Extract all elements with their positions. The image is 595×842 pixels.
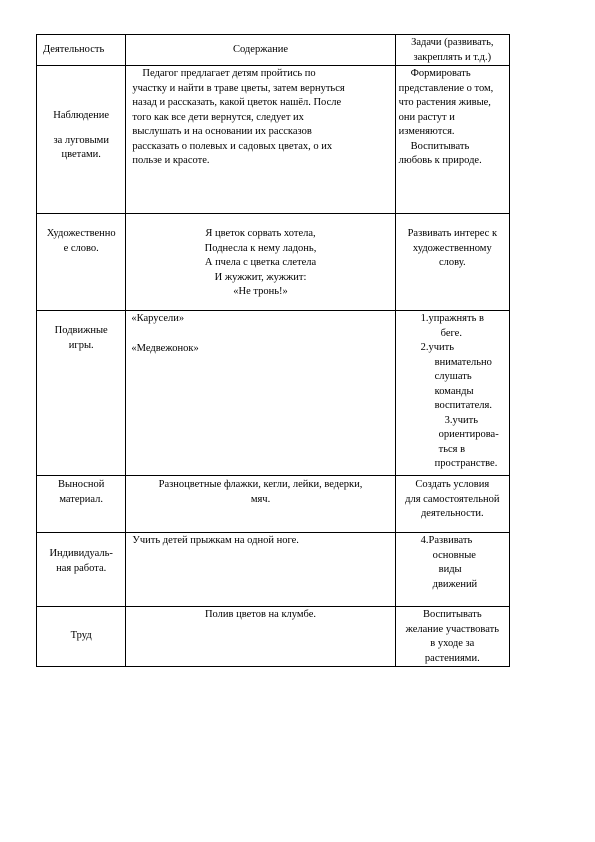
header-tasks: Задачи (развивать, закреплять и т.д.) [395, 35, 509, 66]
table-header-row [37, 35, 510, 66]
game-carousel: «Карусели» [131, 313, 185, 324]
tasks-cell: Воспитывать желание участвовать в уходе за растениями. [395, 607, 509, 667]
materials-cell: Разноцветные флажки, кегли, лейки, ведерки, мяч. [126, 476, 395, 533]
table-row-individual-work [37, 533, 510, 607]
table-row-outdoor-games [37, 311, 510, 476]
table-row-labor [37, 607, 510, 667]
tasks-cell: 1.упражнять в беге. 2.учить внимательно слушать команды воспитателя. 3.учить ориентирова- ться в пространстве. [395, 311, 509, 476]
header-content: Содержание [126, 35, 395, 66]
tasks-cell: 4.Развивать основные виды движений [395, 533, 509, 607]
game-bear-cub: «Медвежонок» [131, 342, 199, 354]
tasks-cell: Развивать интерес к художественному слову. [395, 214, 509, 311]
content-cell: Педагог предлагает детям пройтись по участку и найти в траве цветы, затем вернуться назад и рассказать, какой цветок нашёл. После того как все дети вернутся, следует их выслушать и на основании их рассказов рассказать о полевых и садовых цветах, о их пользе и красоте. [126, 66, 395, 214]
individual-task-cell: Учить детей прыжкам на одной ноге. [126, 533, 395, 607]
activity-cell: Художественно е слово. [37, 214, 126, 311]
activity-cell: Подвижные игры. [37, 311, 126, 476]
table-row-artistic-word [37, 214, 510, 311]
labor-cell: Полив цветов на клумбе. [126, 607, 395, 667]
header-activity: Деятельность [37, 35, 126, 66]
activity-cell: Труд [37, 607, 126, 667]
table-row-observation [37, 66, 510, 214]
tasks-cell: Создать условия для самостоятельной деятельности. [395, 476, 509, 533]
table-row-outdoor-material [37, 476, 510, 533]
tasks-cell: Формировать представление о том, что растения живые, они растут и изменяются. Воспитывать любовь к природе. [395, 66, 509, 214]
activity-cell: Наблюдение за луговыми цветами. [37, 66, 126, 214]
poem-cell: Я цветок сорвать хотела, Поднесла к нему ладонь, А пчела с цветка слетела И жужжит, жужжит: «Не тронь!» [126, 214, 395, 311]
activity-cell: Индивидуаль- ная работа. [37, 533, 126, 607]
activity-cell: Выносной материал. [37, 476, 126, 533]
games-cell [126, 311, 395, 476]
activity-plan-table [36, 34, 510, 667]
